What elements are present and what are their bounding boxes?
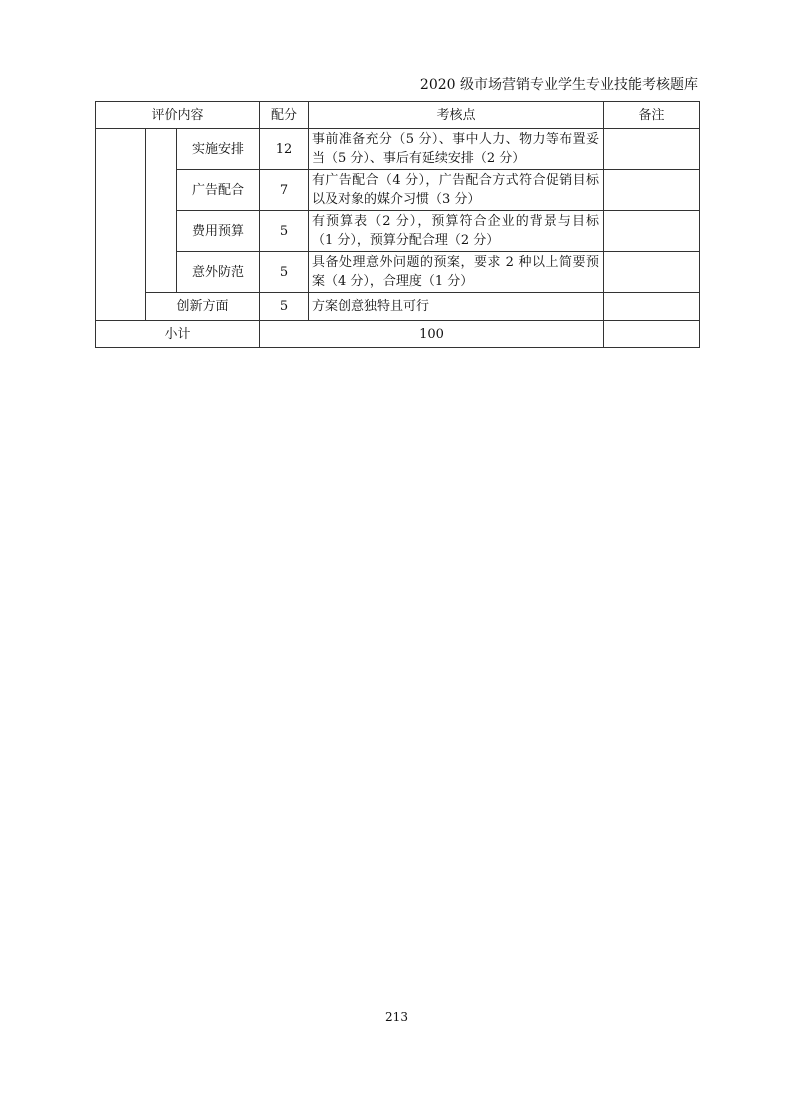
- subtotal-row: [96, 321, 700, 348]
- item-remark: [604, 252, 700, 293]
- column-header-remarks: 备注: [604, 102, 700, 129]
- innovation-row: [96, 293, 700, 321]
- item-score: 5: [260, 211, 309, 252]
- innovation-label: 创新方面: [146, 293, 260, 321]
- column-header-score: 配分: [260, 102, 309, 129]
- item-remark: [604, 211, 700, 252]
- subtotal-label: 小计: [96, 321, 260, 348]
- page-number: 213: [385, 1010, 408, 1024]
- item-score: 5: [260, 252, 309, 293]
- table-row: [96, 252, 700, 293]
- item-criteria: 具备处理意外问题的预案，要求 2 种以上简要预案（4 分），合理度（1 分）: [309, 252, 604, 293]
- table-row: [96, 129, 700, 170]
- table-header-row: [96, 102, 700, 129]
- running-header: 2020 级市场营销专业学生专业技能考核题库: [419, 77, 698, 93]
- item-remark: [604, 170, 700, 211]
- item-criteria: 有预算表（2 分），预算符合企业的背景与目标（1 分），预算分配合理（2 分）: [309, 211, 604, 252]
- innovation-criteria: 方案创意独特且可行: [309, 293, 604, 321]
- item-name: 意外防范: [177, 252, 260, 293]
- item-criteria: 事前准备充分（5 分）、事中人力、物力等布置妥当（5 分）、事后有延续安排（2 分）: [309, 129, 604, 170]
- item-criteria: 有广告配合（4 分），广告配合方式符合促销目标以及对象的媒介习惯（3 分）: [309, 170, 604, 211]
- subtotal-remark: [604, 321, 700, 348]
- table-row: [96, 211, 700, 252]
- column-header-points: 考核点: [309, 102, 604, 129]
- item-score: 12: [260, 129, 309, 170]
- item-name: 费用预算: [177, 211, 260, 252]
- item-remark: [604, 129, 700, 170]
- innovation-score: 5: [260, 293, 309, 321]
- scoring-table: [95, 101, 700, 348]
- table-row: [96, 170, 700, 211]
- subcategory-cell: [146, 129, 177, 293]
- category-cell: [96, 129, 146, 321]
- subtotal-score: 100: [260, 321, 604, 348]
- item-name: 实施安排: [177, 129, 260, 170]
- item-name: 广告配合: [177, 170, 260, 211]
- item-score: 7: [260, 170, 309, 211]
- innovation-remark: [604, 293, 700, 321]
- column-header-content: 评价内容: [96, 102, 260, 129]
